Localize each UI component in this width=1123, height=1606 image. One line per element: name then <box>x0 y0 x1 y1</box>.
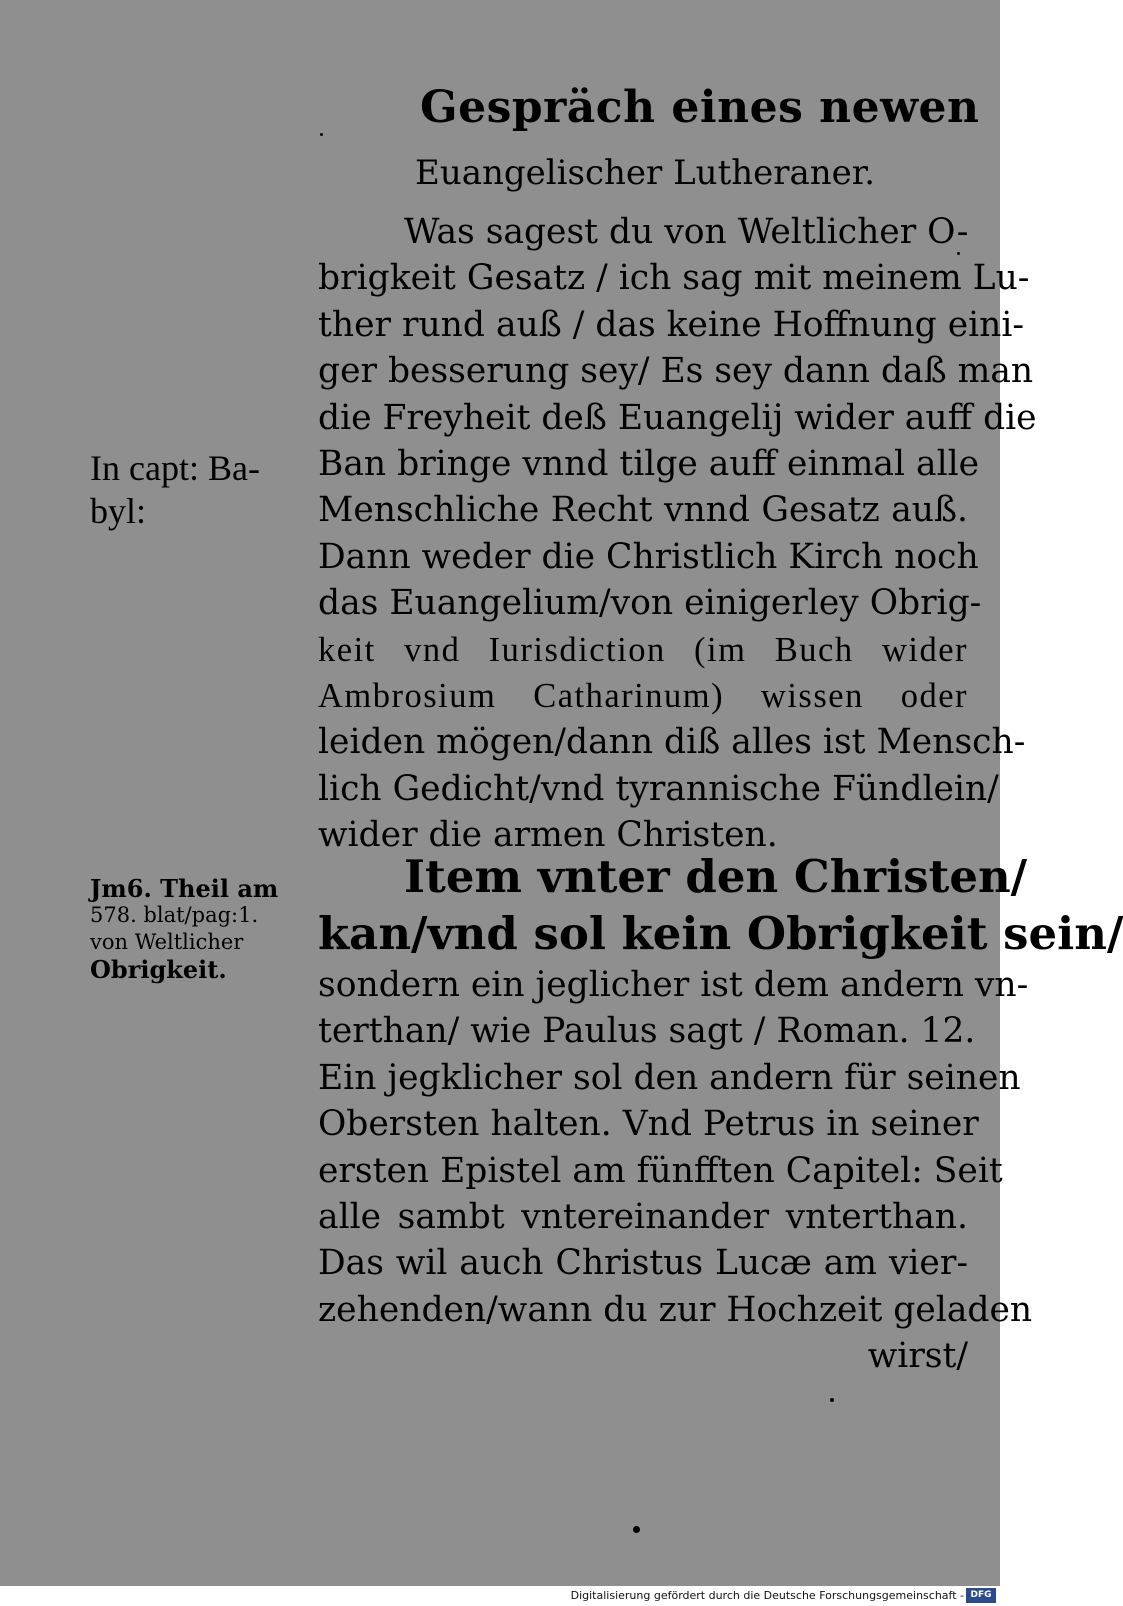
text-line: keit vnd Iurisdiction (im Buch wider <box>318 630 968 669</box>
digitization-credit: Digitalisierung gefördert durch die Deutsche Forschungsgemeinschaft - <box>570 1589 964 1602</box>
margin-note-line: In capt: Ba- <box>90 448 260 488</box>
text-line: Ambrosium Catharinum) wissen oder <box>318 676 968 715</box>
text-line: zehenden/wann du zur Hochzeit geladen <box>318 1289 1033 1330</box>
margin-note-line: Obrigkeit. <box>90 955 227 984</box>
text-line: terthan/ wie Paulus sagt / Roman. 12. <box>318 1011 976 1052</box>
ink-speck <box>830 1398 834 1402</box>
ink-speck <box>957 252 960 255</box>
body-paragraph-2 <box>318 848 1123 1380</box>
margin-note-line: byl: <box>90 491 147 531</box>
text-line: Item vnter den Christen/ <box>404 850 1028 903</box>
margin-note-line: Jm6. Theil am <box>90 874 279 903</box>
text-line: Dann weder die Christlich Kirch noch <box>318 536 979 577</box>
text-line: die Freyheit deß Euangelij wider auff die <box>318 397 1037 438</box>
text-line: Ein jegklicher sol den andern für seinen <box>318 1057 1021 1098</box>
text-line: ger besserung sey/ Es sey dann daß man <box>318 351 1034 392</box>
catchword: wirst/ <box>867 1336 968 1377</box>
text-line: wider die armen Christen. <box>318 815 778 856</box>
text-line: Das wil auch Christus Lucæ am vier- <box>318 1243 968 1284</box>
margin-note-obrigkeit <box>90 875 278 983</box>
text-line: Obersten halten. Vnd Petrus in seiner <box>318 1104 979 1145</box>
text-line: alle sambt vntereinander vnterthan. <box>318 1196 968 1237</box>
page-header-subtitle: Euangelischer Lutheraner. <box>415 153 876 193</box>
dfg-logo: DFG <box>966 1588 996 1603</box>
margin-note-line: von Weltlicher <box>90 930 244 954</box>
text-line: lich Gedicht/vnd tyrannische Fündlein/ <box>318 768 999 809</box>
ink-speck <box>633 1526 640 1533</box>
text-line: ersten Epistel am fünfften Capitel: Seit <box>318 1150 1003 1191</box>
text-line: ther rund auß / das keine Hoffnung eini- <box>318 304 1025 345</box>
margin-note-babylon <box>90 447 260 533</box>
text-line: Was sagest du von Weltlicher O- <box>404 212 969 252</box>
text-line: sondern ein jeglicher ist dem andern vn- <box>318 965 1029 1005</box>
text-line: Ban bringe vnnd tilge auff einmal alle <box>318 443 980 484</box>
text-line: leiden mögen/dann diß alles ist Mensch- <box>318 722 1026 763</box>
text-line: kan/vnd sol kein Obrigkeit sein/ <box>318 907 1123 960</box>
margin-note-line: 578. blat/pag:1. <box>90 903 259 927</box>
body-paragraph-1 <box>318 209 1037 858</box>
page-header-title: Gespräch eines newen <box>420 82 980 133</box>
text-line: brigkeit Gesatz / ich sag mit meinem Lu- <box>318 258 1030 299</box>
text-line: Menschliche Recht vnnd Gesatz auß. <box>318 490 968 531</box>
ink-speck <box>320 133 323 136</box>
text-line: das Euangelium/von einigerley Obrig- <box>318 583 982 624</box>
